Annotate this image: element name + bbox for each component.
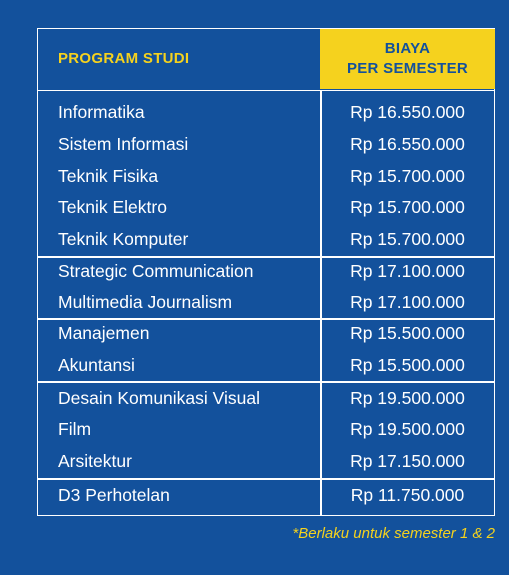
table-row [38, 446, 494, 477]
program-fee: Rp 15.500.000 [350, 355, 465, 375]
table-row [38, 287, 494, 318]
table-header [38, 29, 494, 91]
table-row [38, 97, 494, 128]
program-name: Informatika [58, 102, 145, 122]
program-fee: Rp 17.150.000 [350, 451, 465, 471]
program-fee: Rp 17.100.000 [350, 292, 465, 312]
program-fee: Rp 17.100.000 [350, 261, 465, 281]
table-row [38, 192, 494, 223]
program-name: Teknik Komputer [58, 229, 189, 249]
table-row [38, 161, 494, 192]
program-name: Strategic Communication [58, 261, 254, 281]
program-name: Sistem Informasi [58, 134, 189, 154]
program-fee: Rp 19.500.000 [350, 388, 465, 408]
program-name: Multimedia Journalism [58, 292, 233, 312]
fee-table [37, 28, 495, 516]
table-row [38, 414, 494, 445]
program-fee: Rp 15.700.000 [350, 229, 465, 249]
table-row [38, 129, 494, 160]
table-row [38, 318, 494, 349]
table-row [38, 480, 494, 511]
program-name: Desain Komunikasi Visual [58, 388, 261, 408]
program-fee: Rp 19.500.000 [350, 419, 465, 439]
footnote: *Berlaku untuk semester 1 & 2 [292, 525, 495, 542]
program-name: Manajemen [58, 323, 150, 343]
program-fee: Rp 16.550.000 [350, 102, 465, 122]
program-name: Teknik Fisika [58, 166, 159, 186]
program-name: Arsitektur [58, 451, 132, 471]
program-fee: Rp 11.750.000 [350, 485, 465, 505]
table-row [38, 224, 494, 255]
fee-header-line2: PER SEMESTER [346, 60, 469, 77]
program-fee: Rp 15.700.000 [350, 197, 465, 217]
table-row [38, 350, 494, 381]
table-row [38, 383, 494, 414]
program-fee: Rp 16.550.000 [350, 134, 465, 154]
table-row [38, 256, 494, 287]
program-name: Film [58, 419, 92, 439]
program-fee: Rp 15.700.000 [350, 166, 465, 186]
program-name: Teknik Elektro [58, 197, 167, 217]
fee-column-header [320, 29, 495, 89]
program-name: Akuntansi [58, 355, 135, 375]
program-column-header: PROGRAM STUDI [58, 50, 190, 67]
fee-header-line1: BIAYA [384, 40, 431, 57]
program-name: D3 Perhotelan [58, 485, 170, 505]
program-fee: Rp 15.500.000 [350, 323, 465, 343]
